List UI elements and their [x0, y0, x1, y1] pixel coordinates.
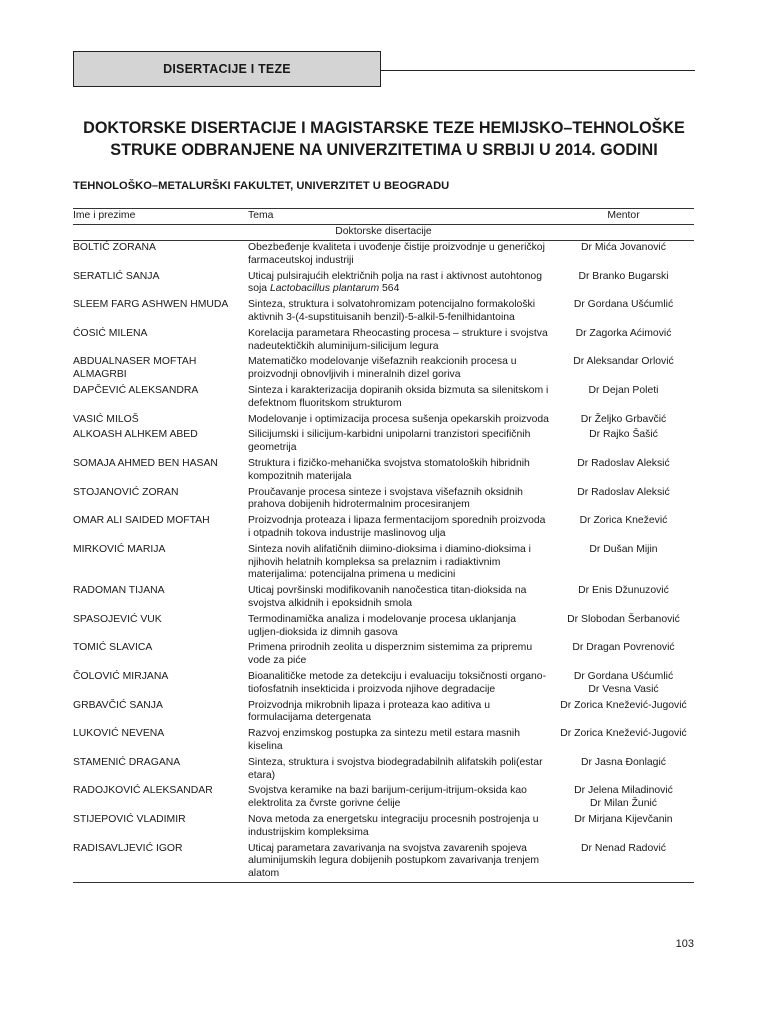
author-name: ĆOSIĆ MILENA — [73, 327, 148, 339]
table-header-row — [73, 209, 694, 225]
topic-text-tail: 564 — [379, 283, 400, 295]
author-name: GRBAVČIĆ SANJA — [73, 699, 163, 711]
dissertation-topic — [248, 812, 553, 841]
faculty-heading: TEHNOLOŠKO–METALURŠKI FAKULTET, UNIVERZITET U BEOGRADU — [73, 180, 450, 192]
table-row — [73, 612, 694, 641]
table-row — [73, 841, 694, 883]
dissertation-topic — [248, 841, 553, 883]
table-row — [73, 514, 694, 543]
topic-text: Korelacija parametara Rheocasting procesa – strukture i svojstva nadeutektičkih aluminijum-silicijum legura — [248, 327, 548, 352]
topic-text: Nova metoda za energetsku integraciju procesnih postrojenja u industrijskim kompleksima — [248, 813, 539, 838]
author-name: SLEEM FARG ASHWEN HMUDA — [73, 299, 229, 311]
topic-text: Razvoj enzimskog postupka za sintezu metil estara masnih kiselina — [248, 728, 521, 752]
co-mentor-name: Dr Vesna Vasić — [588, 683, 659, 695]
author-name: SPASOJEVIĆ VUK — [73, 613, 162, 625]
dissertation-topic — [248, 412, 553, 428]
author-name: ABDUALNASER MOFTAH ALMAGRBI — [73, 356, 197, 381]
topic-text: Primena prirodnih zeolita u disperznim sistemima za pripremu vode za piće — [248, 642, 533, 667]
topic-species-name: Lactobacillus plantarum — [269, 283, 380, 295]
mentor-name: Dr Radoslav Aleksić — [577, 486, 670, 498]
topic-text: Termodinamička analiza i modelovanje procesa uklanjanja ugljen-dioksida iz dimnih gasova — [248, 613, 516, 638]
co-mentor-name: Dr Milan Žunić — [590, 798, 657, 810]
dissertation-topic — [248, 784, 553, 813]
table-row — [73, 355, 694, 384]
topic-text: Modelovanje i optimizacija procesa sušenja opekarskih proizvoda — [248, 413, 549, 425]
mentor-name: Dr Željko Grbavčić — [580, 413, 667, 425]
mentor-name: Dr Radoslav Aleksić — [577, 458, 670, 470]
mentor-name: Dr Zagorka Aćimović — [575, 327, 672, 339]
column-header-topic: Tema — [248, 210, 274, 221]
mentor-cell — [553, 841, 694, 883]
mentor-cell — [553, 812, 694, 841]
table-row — [73, 269, 694, 298]
mentor-name: Dr Gordana Ušćumlić — [573, 671, 674, 682]
dissertation-topic — [248, 542, 553, 583]
topic-text: Uticaj parametara zavarivanja na svojstva zavarenih spojeva aluminijumskih legura dobijenih postupkom zavarivanja trenjem alatom — [248, 842, 540, 880]
mentor-cell — [553, 412, 694, 428]
mentor-cell — [553, 514, 694, 543]
dissertation-topic — [248, 641, 553, 670]
page-number: 103 — [675, 938, 694, 950]
table-row — [73, 727, 694, 756]
mentor-cell — [553, 641, 694, 670]
mentor-name: Dr Aleksandar Orlović — [573, 356, 674, 368]
author-name: LUKOVIĆ NEVENA — [73, 728, 165, 740]
author-name: RADOJKOVIĆ ALEKSANDAR — [73, 785, 213, 797]
dissertation-topic — [248, 326, 553, 355]
mentor-cell — [553, 755, 694, 784]
table-subheading-row — [73, 224, 694, 240]
dissertations-table — [73, 208, 694, 883]
mentor-name: Dr Gordana Ušćumlić — [573, 299, 674, 311]
mentor-cell — [553, 698, 694, 727]
mentor-name: Dr Zorica Knežević-Jugović — [560, 728, 687, 740]
author-name: VASIĆ MILOŠ — [73, 413, 139, 425]
document-title — [80, 117, 688, 161]
table-subheading: Doktorske disertacije — [73, 224, 694, 240]
mentor-cell — [553, 584, 694, 613]
author-name: SOMAJA AHMED BEN HASAN — [73, 458, 218, 470]
mentor-name: Dr Slobodan Šerbanović — [567, 613, 680, 625]
table-row — [73, 457, 694, 486]
document-title-line-1: DOKTORSKE DISERTACIJE I MAGISTARSKE TEZE HEMIJSKO–TEHNOLOŠKE — [83, 119, 685, 137]
table-row — [73, 641, 694, 670]
dissertation-topic — [248, 298, 553, 327]
topic-text: Uticaj površinski modifikovanih nanočestica titan-dioksida na svojstva alkidnih i epoksidnih smola — [248, 585, 527, 610]
table-row — [73, 542, 694, 583]
mentor-name: Dr Enis Džunuzović — [578, 585, 669, 597]
mentor-cell — [553, 428, 694, 457]
topic-text: Proučavanje procesa sinteze i svojstava višefaznih oksidnih prahova dobijenih hidrotermalnim procesiranjem — [248, 486, 523, 511]
table-row — [73, 698, 694, 727]
table-row — [73, 755, 694, 784]
table-row — [73, 784, 694, 813]
mentor-name: Dr Branko Bugarski — [578, 270, 669, 282]
mentor-name: Dr Dušan Mijin — [589, 543, 658, 555]
section-label-box — [73, 51, 381, 87]
table-body — [73, 224, 694, 883]
table-row — [73, 384, 694, 413]
mentor-cell — [553, 457, 694, 486]
mentor-cell — [553, 612, 694, 641]
dissertation-topic — [248, 355, 553, 384]
topic-text: Svojstva keramike na bazi barijum-cerijum-itrijum-oksida kao elektrolita za čvrste gorivne ćelije — [248, 785, 527, 810]
mentor-name: Dr Rajko Šašić — [589, 429, 658, 441]
author-name: STIJEPOVIĆ VLADIMIR — [73, 813, 186, 825]
topic-text: Obezbeđenje kvaliteta i uvođenje čistije proizvodnje u generičkoj farmaceutskoj industriji — [248, 242, 545, 266]
mentor-cell — [553, 298, 694, 327]
author-name: DAPČEVIĆ ALEKSANDRA — [73, 385, 199, 397]
author-name: OMAR ALI SAIDED MOFTAH — [73, 515, 210, 527]
section-label: DISERTACIJE I TEZE — [163, 62, 291, 76]
mentor-cell — [553, 727, 694, 756]
dissertation-topic — [248, 612, 553, 641]
column-header-name: Ime i prezime — [73, 210, 136, 221]
mentor-cell — [553, 355, 694, 384]
dissertation-topic — [248, 485, 553, 514]
topic-text: Proizvodnja proteaza i lipaza fermentacijom sporednih proizvoda i otpadnih tokova industrije maslinovog ulja — [248, 515, 546, 540]
author-name: RADISAVLJEVIĆ IGOR — [73, 842, 183, 854]
table-row — [73, 298, 694, 327]
dissertation-topic — [248, 428, 553, 457]
topic-text: Sinteza, struktura i svojstva biodegradabilnih alifatskih poli(estar etara) — [248, 756, 543, 781]
table-row — [73, 485, 694, 514]
table-row — [73, 584, 694, 613]
table-row — [73, 412, 694, 428]
topic-text: Sinteza novih alifatičnih diimino-dioksima i diamino-dioksima i njihovih helatnih kompleksa sa prelaznim i radiaktivnim materijalima: potencijalna primena u medicini — [248, 543, 531, 581]
author-name: TOMIĆ SLAVICA — [73, 642, 153, 654]
mentor-cell — [553, 485, 694, 514]
mentor-cell — [553, 542, 694, 583]
mentor-cell — [553, 784, 694, 813]
author-name: SERATLIĆ SANJA — [73, 270, 160, 282]
dissertation-topic — [248, 670, 553, 699]
dissertation-topic — [248, 514, 553, 543]
document-title-line-2: STRUKE ODBRANJENE NA UNIVERZITETIMA U SRBIJI U 2014. GODINI — [110, 141, 658, 159]
dissertation-topic — [248, 457, 553, 486]
topic-text: Silicijumski i silicijum-karbidni unipolarni tranzistori specifičnih geometrija — [248, 429, 531, 454]
mentor-name: Dr Dejan Poleti — [588, 385, 659, 397]
author-name: STOJANOVIĆ ZORAN — [73, 486, 179, 498]
mentor-cell — [553, 269, 694, 298]
topic-text: Proizvodnja mikrobnih lipaza i proteaza kao aditiva u formulacijama detergenata — [248, 699, 491, 724]
dissertation-topic — [248, 755, 553, 784]
topic-text: Sinteza, struktura i solvatohromizam potencijalno formakološki aktivnih 3-(4-supstituisanih benzil)-5-alkil-5-fenilhidantoina — [248, 299, 536, 324]
table-row — [73, 326, 694, 355]
section-divider-line — [381, 70, 695, 71]
mentor-name: Dr Zorica Knežević-Jugović — [560, 699, 687, 711]
mentor-name: Dr Mirjana Kijevčanin — [574, 813, 673, 825]
dissertation-topic — [248, 384, 553, 413]
mentor-cell — [553, 670, 694, 699]
mentor-name: Dr Dragan Povrenović — [572, 642, 675, 654]
topic-text: Matematičko modelovanje višefaznih reakcionih procesa u proizvodnji obnovljivih i mineralnih dizel goriva — [248, 356, 517, 381]
mentor-cell — [553, 384, 694, 413]
table-row — [73, 812, 694, 841]
mentor-cell — [553, 326, 694, 355]
dissertation-topic — [248, 584, 553, 613]
author-name: ČOLOVIĆ MIRJANA — [73, 671, 169, 682]
table-row — [73, 670, 694, 699]
author-name: ALKOASH ALHKEM ABED — [73, 429, 198, 441]
column-header-mentor: Mentor — [607, 210, 640, 221]
dissertation-topic — [248, 240, 553, 269]
topic-text: Uticaj pulsirajućih električnih polja na rast i aktivnost autohtonog soja — [248, 270, 542, 295]
author-name: RADOMAN TIJANA — [73, 585, 165, 597]
mentor-cell — [553, 240, 694, 269]
mentor-name: Dr Jelena Miladinović — [574, 785, 673, 797]
author-name: STAMENIĆ DRAGANA — [73, 756, 181, 768]
table-row — [73, 240, 694, 269]
mentor-name: Dr Jasna Đonlagić — [581, 756, 666, 768]
author-name: MIRKOVIĆ MARIJA — [73, 543, 166, 555]
topic-text: Bioanalitičke metode za detekciju i evaluaciju toksičnosti organo-tiofosfatnih insekticida i proizvoda njihove degradacije — [248, 671, 547, 695]
mentor-name: Dr Nenad Radović — [581, 842, 666, 854]
mentor-name: Dr Zorica Knežević — [579, 515, 668, 527]
dissertation-topic — [248, 269, 553, 298]
dissertation-topic — [248, 727, 553, 756]
dissertation-topic — [248, 698, 553, 727]
topic-text: Sinteza i karakterizacija dopiranih oksida bizmuta sa silenitskom i defektnom fluoritskom strukturom — [248, 385, 549, 409]
mentor-name: Dr Mića Jovanović — [581, 242, 666, 254]
topic-text: Struktura i fizičko-mehanička svojstva stomatoloških hibridnih kompozitnih materijala — [248, 458, 530, 482]
table-row — [73, 428, 694, 457]
author-name: BOLTIĆ ZORANA — [73, 242, 156, 254]
